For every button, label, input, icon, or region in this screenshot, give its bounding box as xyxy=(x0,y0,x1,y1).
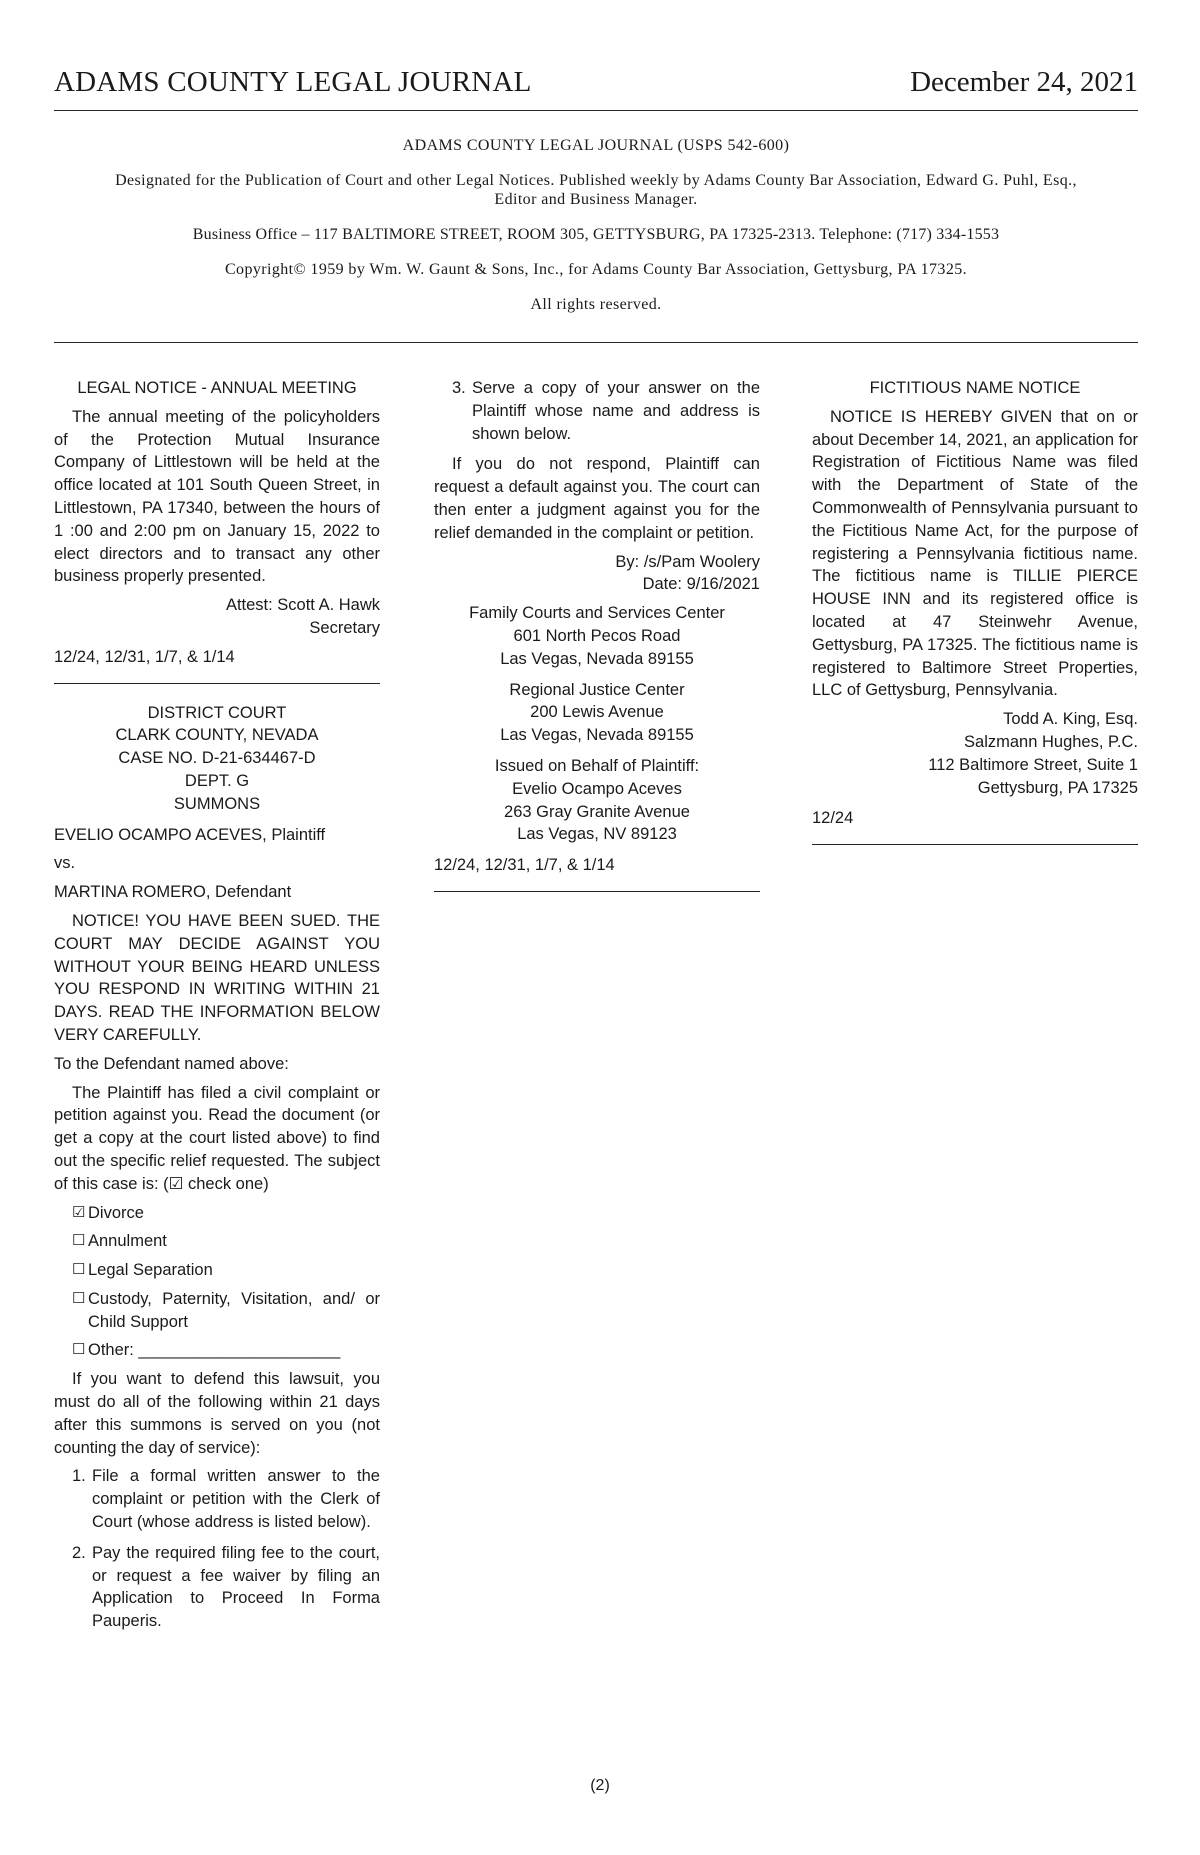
summons-plaintiff: EVELIO OCAMPO ACEVES, Plaintiff xyxy=(54,825,326,844)
step-number: 3. xyxy=(452,379,466,397)
address-line: Las Vegas, Nevada 89155 xyxy=(500,649,694,668)
step-text: Serve a copy of your answer on the Plaintiff whose name and address is shown below. xyxy=(472,379,760,443)
section-divider xyxy=(434,891,760,892)
step-item xyxy=(54,1465,380,1533)
summons-by: By: /s/Pam Woolery xyxy=(615,552,760,571)
summons-complaint: The Plaintiff has filed a civil complaint or petition against you. Read the document (or get a copy at the court listed above) to find out the specific relief requested. The subject of this case is: (☑ check one) xyxy=(54,1083,380,1193)
journal-title: ADAMS COUNTY LEGAL JOURNAL xyxy=(54,66,532,98)
section-divider xyxy=(54,683,380,684)
annual-meeting-dates: 12/24, 12/31, 1/7, & 1/14 xyxy=(54,647,235,666)
summons-dates: 12/24, 12/31, 1/7, & 1/14 xyxy=(434,856,615,875)
column-3 xyxy=(812,377,1138,863)
unchecked-box-icon: ☐ xyxy=(72,1232,86,1250)
signature-line: Salzmann Hughes, P.C. xyxy=(964,732,1138,751)
address-line: Las Vegas, Nevada 89155 xyxy=(500,726,694,745)
step-item xyxy=(54,1542,380,1633)
info-usps: ADAMS COUNTY LEGAL JOURNAL (USPS 542-600) xyxy=(402,137,790,154)
court-line: DEPT. G xyxy=(184,771,250,790)
annual-meeting-role: Secretary xyxy=(309,618,380,637)
signature-line: Gettysburg, PA 17325 xyxy=(977,778,1138,797)
masthead xyxy=(54,66,1138,111)
address-line: Family Courts and Services Center xyxy=(469,604,725,623)
court-line: CLARK COUNTY, NEVADA xyxy=(115,726,319,745)
summons-no-response: If you do not respond, Plaintiff can request a default against you. The court can then enter a judgment against you for the relief demanded in the complaint or petition. xyxy=(434,455,760,542)
fictitious-body: NOTICE IS HEREBY GIVEN that on or about December 14, 2021, an application for Registration of Fictitious Name was filed with the Department of State of the Commonwealth of Pennsylvania pursuant to the Fictitious Name Act, for the purpose of registering a Pennsylvania fictitious name. The fictitious name is TILLIE PIERCE HOUSE INN and its registered office is located at 47 Steinwehr Avenue, Gettysburg, PA 17325. The fictitious name is registered to Baltimore Street Properties, LLC of Gettysburg, Pennsylvania. xyxy=(812,407,1138,700)
info-copyright: Copyright© 1959 by Wm. W. Gaunt & Sons, Inc., for Adams County Bar Association, Gettysburg, PA 17325. xyxy=(224,261,968,278)
info-rights: All rights reserved. xyxy=(530,296,662,313)
checked-box-icon: ☑ xyxy=(72,1203,86,1221)
justice-center-address xyxy=(434,679,760,747)
address-line: 263 Gray Granite Avenue xyxy=(504,802,690,821)
column-2 xyxy=(434,377,760,910)
option-label: Annulment xyxy=(88,1232,167,1251)
unchecked-box-icon: ☐ xyxy=(72,1261,86,1279)
info-business-office: Business Office – 117 BALTIMORE STREET, ROOM 305, GETTYSBURG, PA 17325-2313. Telephone: (717) 334-1553 xyxy=(192,226,1000,243)
summons-to-defendant: To the Defendant named above: xyxy=(54,1054,289,1073)
checkbox-option xyxy=(54,1230,380,1253)
fictitious-heading: FICTITIOUS NAME NOTICE xyxy=(869,379,1081,397)
publication-info xyxy=(54,136,1138,330)
fictitious-signature xyxy=(812,708,1138,799)
section-divider xyxy=(812,844,1138,845)
option-label: Other: ______________________ xyxy=(88,1341,341,1360)
step-text: Pay the required filing fee to the court, or request a fee waiver by filing an Application to Proceed In Forma Pauperis. xyxy=(92,1543,380,1631)
summons-date: Date: 9/16/2021 xyxy=(642,575,760,594)
address-line: 601 North Pecos Road xyxy=(513,626,681,645)
summons-defendant: MARTINA ROMERO, Defendant xyxy=(54,883,292,902)
issue-date: December 24, 2021 xyxy=(910,66,1138,98)
option-label: Custody, Paternity, Visitation, and/ or Child Support xyxy=(88,1289,380,1331)
court-line: DISTRICT COURT xyxy=(147,703,287,722)
summons-defend: If you want to defend this lawsuit, you must do all of the following within 21 days after this summons is served on you (not counting the day of service): xyxy=(54,1370,380,1457)
court-line: CASE NO. D-21-634467-D xyxy=(118,749,316,768)
address-line: 200 Lewis Avenue xyxy=(530,703,664,722)
header-rule xyxy=(54,342,1138,343)
address-line: Las Vegas, NV 89123 xyxy=(517,825,677,844)
address-line: Regional Justice Center xyxy=(509,680,685,699)
issued-on-behalf xyxy=(434,755,760,846)
step-number: 2. xyxy=(72,1543,86,1562)
page-number: (2) xyxy=(590,1777,610,1794)
signature-line: Todd A. King, Esq. xyxy=(1003,710,1138,729)
option-label: Divorce xyxy=(88,1203,144,1222)
address-line: Evelio Ocampo Aceves xyxy=(512,779,682,798)
address-line: Issued on Behalf of Plaintiff: xyxy=(494,756,700,775)
unchecked-box-icon: ☐ xyxy=(72,1289,86,1307)
summons-court-block xyxy=(54,702,380,816)
checkbox-option xyxy=(54,1288,380,1334)
court-line: SUMMONS xyxy=(173,794,261,813)
info-designation: Designated for the Publication of Court and other Legal Notices. Published weekly by Adams County Bar Association, Edward G. Puhl, Esq., Editor and Business Manager. xyxy=(115,172,1077,208)
signature-line: 112 Baltimore Street, Suite 1 xyxy=(928,755,1138,774)
unchecked-box-icon: ☐ xyxy=(72,1341,86,1359)
annual-meeting-heading: LEGAL NOTICE - ANNUAL MEETING xyxy=(77,379,357,397)
annual-meeting-body: The annual meeting of the policyholders of the Protection Mutual Insurance Company of Littlestown will be held at the office located at 101 South Queen Street, in Littlestown, PA 17340, between the hours of 1 :00 and 2:00 pm on January 15, 2022 to elect directors and to transact any other business properly presented. xyxy=(54,407,380,586)
column-1 xyxy=(54,377,380,1641)
fictitious-dates: 12/24 xyxy=(812,809,854,828)
step-text: File a formal written answer to the complaint or petition with the Clerk of Court (whose address is listed below). xyxy=(92,1467,380,1532)
family-court-address xyxy=(434,602,760,670)
annual-meeting-attest: Attest: Scott A. Hawk xyxy=(225,596,380,615)
checkbox-option xyxy=(54,1339,380,1362)
option-label: Legal Separation xyxy=(88,1261,213,1280)
summons-vs: vs. xyxy=(54,854,76,873)
step-number: 1. xyxy=(72,1467,86,1486)
checkbox-option xyxy=(54,1202,380,1225)
checkbox-option xyxy=(54,1259,380,1282)
summons-notice: NOTICE! YOU HAVE BEEN SUED. THE COURT MAY DECIDE AGAINST YOU WITHOUT YOUR BEING HEARD UNLESS YOU RESPOND IN WRITING WITHIN 21 DAYS. READ THE INFORMATION BELOW VERY CAREFULLY. xyxy=(54,911,380,1044)
step-item xyxy=(434,377,760,445)
